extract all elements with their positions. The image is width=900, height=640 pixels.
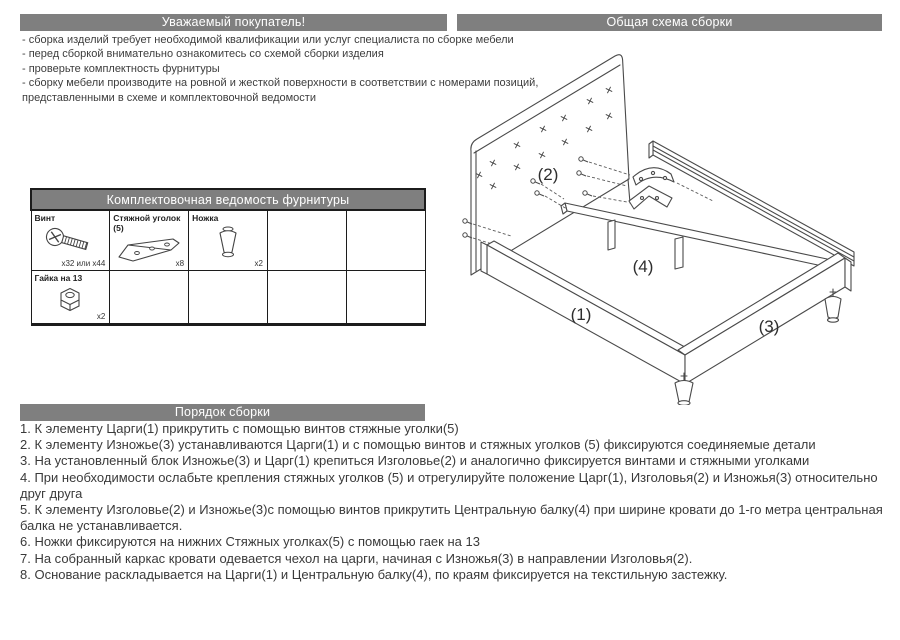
notice-bullet: представленными в схеме и комплектовочной ведомости [22, 91, 316, 104]
hardware-cell-screw [31, 210, 110, 271]
assembly-step: 8. Основание раскладывается на Царги(1) и Центральную балку(4), по краям фиксируется на текстильную застежку. [20, 566, 728, 582]
hardware-cell-corner-bracket [110, 210, 189, 271]
hardware-cell-empty [267, 271, 346, 325]
hardware-cell-nut [31, 271, 110, 325]
hardware-cell-empty [110, 271, 189, 325]
hex-nut-icon [53, 284, 87, 314]
screw-icon [41, 224, 99, 256]
part-label-center-beam: (4) [632, 257, 654, 276]
hardware-table-header: Комплектовочная ведомость фурнитуры [31, 189, 425, 210]
assembly-steps-list [20, 421, 898, 583]
hardware-cell-empty [189, 271, 268, 325]
furniture-leg-icon [215, 224, 241, 260]
hardware-item-name: Стяжной уголок (5) [113, 213, 181, 233]
customer-notice-header: Уважаемый покупатель! [20, 14, 447, 31]
hardware-item-qty: x2 [254, 259, 263, 268]
hardware-checklist-table [30, 188, 426, 326]
bed-assembly-diagram [457, 33, 882, 405]
assembly-order-header: Порядок сборки [20, 404, 425, 421]
part-label-headboard: (2) [537, 165, 559, 184]
corner-bracket-icon [115, 234, 183, 264]
hardware-item-qty: x2 [96, 312, 106, 321]
assembly-step: 1. К элементу Царги(1) прикрутить с помощью винтов стяжные уголки(5) [20, 421, 459, 436]
part-label-footboard: (3) [758, 317, 780, 336]
center-beam-part [561, 203, 827, 269]
assembly-scheme-area [457, 33, 882, 405]
hardware-item-qty: x8 [175, 259, 185, 268]
hardware-cell-empty [346, 271, 425, 325]
hardware-item-name: Ножка [192, 213, 219, 223]
customer-notice-bullets [22, 33, 539, 105]
assembly-step: 2. К элементу Изножье(3) устанавливаются Царги(1) и с помощью винтов и стяжных уголков (5) фиксируются соединяемые детали [20, 437, 816, 453]
hardware-item-qty: x32 или x44 [61, 259, 106, 268]
hardware-cell-empty [267, 210, 346, 271]
assembly-scheme-header: Общая схема сборки [457, 14, 882, 31]
notice-bullet: - перед сборкой внимательно ознакомитесь со схемой сборки изделия [22, 48, 384, 61]
hardware-item-name: Винт [34, 213, 56, 223]
notice-bullet: - сборку мебели производите на ровной и жесткой поверхности в соответствии с номерами позиций, [22, 77, 539, 90]
part-label-front-rail: (1) [570, 305, 592, 324]
hardware-item-name: Гайка на 13 [34, 273, 83, 283]
hardware-cell-empty [346, 210, 425, 271]
assembly-step: 6. Ножки фиксируются на нижних Стяжных уголках(5) с помощью гаек на 13 [20, 534, 480, 550]
assembly-step: 5. К элементу Изголовье(2) и Изножье(3)с помощью винтов прикрутить Центральную балку(4) при ширине кровати до 1-го метра центральная балка не устанавливается. [20, 502, 883, 534]
notice-bullet: - проверьте комплектность фурнитуры [22, 62, 220, 75]
assembly-step: 3. На установленный блок Изножье(3) и Царг(1) крепиться Изголовье(2) и аналогично фиксируется винтами и стяжными уголками [20, 453, 810, 469]
hardware-cell-leg [189, 210, 268, 271]
assembly-step: 4. При необходимости ослабьте крепления стяжных уголков (5) и отрегулируйте положение Царг(1), Изголовья(2) и Изножья(3) относительно друг друга [20, 469, 878, 501]
assembly-step: 7. На собранный каркас кровати одевается чехол на царги, начиная с Изножья(3) в направлении Изголовья(2). [20, 550, 693, 566]
notice-bullet: - сборка изделий требует необходимой квалификации или услуг специалиста по сборке мебели [22, 34, 514, 46]
